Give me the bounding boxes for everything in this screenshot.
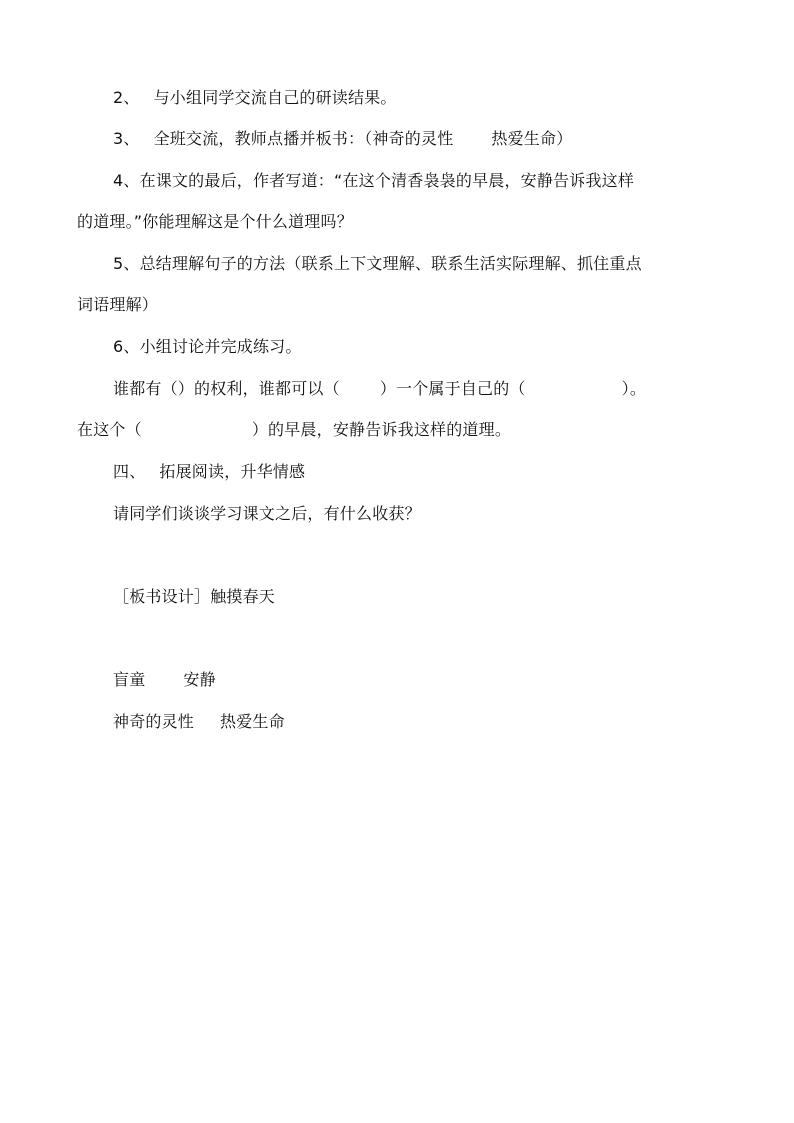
- list-item-6: [113, 337, 302, 357]
- paragraph-text: 6、小组讨论并完成练习。: [113, 337, 302, 356]
- board-text: 热爱生命: [220, 712, 285, 731]
- paragraph-text: 请同学们谈谈学习课文之后，有什么收获？: [113, 504, 421, 523]
- exercise-text: 在这个（: [77, 420, 142, 439]
- list-item-5-line-2: [77, 295, 158, 315]
- exercise-text: ）一个属于自己的（: [379, 379, 526, 398]
- board-row-1: [113, 670, 216, 690]
- item-text-continued: 热爱生命）: [491, 129, 573, 148]
- board-text: 安静: [183, 670, 216, 689]
- paragraph-text: 5、总结理解句子的方法（联系上下文理解、联系生活实际理解、抓住重点: [113, 254, 642, 273]
- exercise-text: ）。: [621, 379, 647, 398]
- board-text: 盲童: [113, 670, 146, 689]
- item-text: 与小组同学交流自己的研读结果。: [153, 88, 397, 107]
- exercise-line-2: [77, 420, 511, 440]
- section-title: 拓展阅读，升华情感: [159, 462, 306, 481]
- board-text: 神奇的灵性: [113, 712, 195, 731]
- list-item-4-line-1: [113, 171, 634, 191]
- exercise-text: 谁都有（）的权利，谁都可以（: [113, 379, 340, 398]
- board-row-2: [113, 712, 285, 732]
- paragraph-text: 的道理。”你能理解这是个什么道理吗？: [77, 212, 353, 231]
- paragraph-text: 4、在课文的最后，作者写道：“在这个清香袅袅的早晨，安静告诉我这样: [113, 171, 635, 190]
- section-heading-4: [113, 462, 305, 482]
- item-number: 3、: [113, 129, 140, 148]
- item-text: 全班交流，教师点播并板书：（神奇的灵性: [153, 129, 454, 148]
- list-item-2: [113, 88, 397, 108]
- discussion-prompt: [113, 504, 421, 524]
- list-item-5-line-1: [113, 254, 642, 274]
- paragraph-text: 词语理解）: [77, 295, 159, 314]
- exercise-line-1: [113, 379, 646, 399]
- board-heading-text: ［板书设计］触摸春天: [113, 587, 276, 606]
- exercise-text: ）的早晨，安静告诉我这样的道理。: [251, 420, 512, 439]
- list-item-4-line-2: [77, 212, 353, 232]
- list-item-3: [113, 129, 572, 149]
- board-design-heading: [113, 587, 275, 607]
- section-number: 四、: [113, 462, 146, 481]
- item-number: 2、: [113, 88, 140, 107]
